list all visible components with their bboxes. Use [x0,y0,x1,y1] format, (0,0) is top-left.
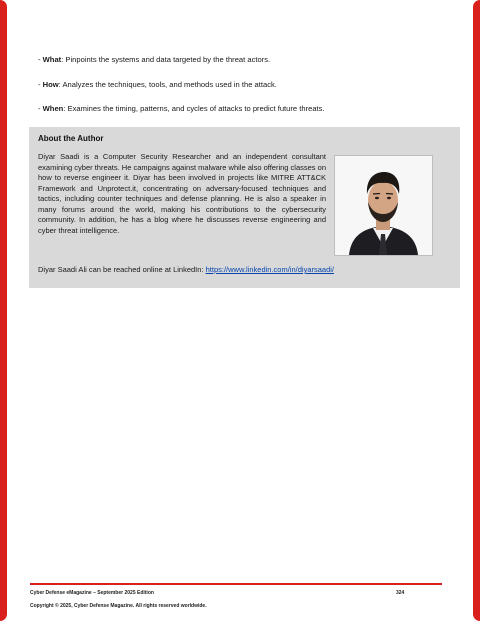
author-contact [38,265,334,275]
right-red-edge [473,0,480,621]
bullet-what: - What: Pinpoints the systems and data targeted by the threat actors. [38,55,271,64]
footer-page-number: 324 [396,590,405,596]
left-red-edge [0,0,7,621]
about-author-box [29,127,460,288]
bullet-text: : Examines the timing, patterns, and cycles of attacks to predict future threats. [63,104,325,113]
bullet-label: What [42,55,62,64]
author-photo [334,155,433,256]
footer-copyright: Copyright © 2025, Cyber Defense Magazine. All rights reserved worldwide. [30,603,207,609]
bullet-label: How [42,79,59,89]
footer-divider [30,583,442,585]
bullet-label: When [42,104,64,113]
bullet-when: - When: Examines the timing, patterns, and cycles of attacks to predict future threats. [38,104,325,113]
footer-edition: Cyber Defense eMagazine – September 2025 Edition [30,590,154,596]
linkedin-link[interactable]: https://www.linkedin.com/in/diyarsaadi/ [205,265,334,274]
author-portrait-image [335,156,432,255]
author-bio: Diyar Saadi is a Computer Security Researcher and an independent consultant examining cyber threats. He campaigns against malware while also offering classes on how to reverse engineer it. Diyar has been involved in projects like MITRE ATT&CK Framework and Unprotect.it, concentrating on adversary-focused techniques and tactics, including counter techniques and defense planning. He is also a speaker in many forums around the world, making his contributions to the cybersecurity community. In addition, he has a blog where he discusses reverse engineering and cyber threat intelligence. [38,152,326,235]
bullet-text: : Analyzes the techniques, tools, and methods used in the attack. [58,79,277,89]
bullet-how: - How: Analyzes the techniques, tools, and methods used in the attack. [38,79,277,89]
bullet-text: : Pinpoints the systems and data targeted by the threat actors. [61,55,271,64]
bullet-list [38,55,438,129]
contact-text: Diyar Saadi Ali can be reached online at LinkedIn: [38,265,206,274]
author-heading: About the Author [38,134,104,143]
